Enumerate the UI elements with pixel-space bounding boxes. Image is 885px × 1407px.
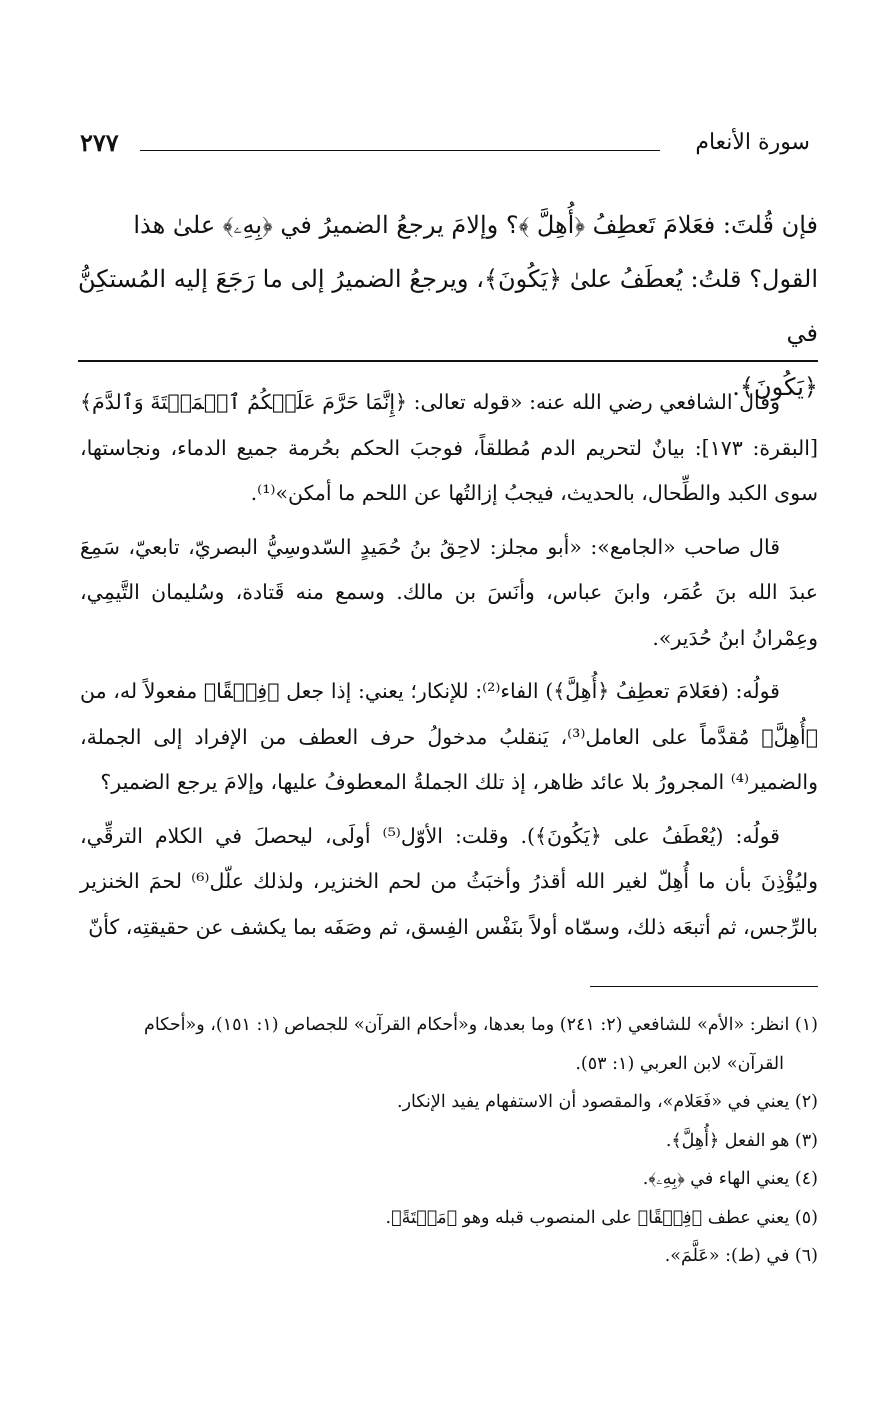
commentary-paragraph-3: قولُه: (فعَلامَ تعطِفُ ﴿أُهِلَّ﴾) الفاء⁽²⁾: للإنكار؛ يعني: إذا جعل ﴿فِسۡقًا﴾ مفعولاً له، من ﴿أُهِلَّ﴾ مُقدَّماً على العامل⁽³⁾، يَنقلبُ مدخولُ حرف العطف من الإفراد إلى الجملة، والضمير⁽⁴⁾ المجرورُ بلا عائد ظاهر، إذ تلك الجملةُ المعطوفُ عليها، وإلامَ يرجع الضمير؟ — [80, 679, 818, 794]
commentary-paragraph-1: وقال الشافعي رضي الله عنه: «قوله تعالى: ﴿إِنَّمَا حَرَّمَ عَلَيۡكُمُ ٱلۡمَيۡتَةَ وَٱلدَّمَ﴾ [البقرة: ١٧٣]: بيانٌ لتحريم الدم مُطلقاً، فوجبَ الحكم بحُرمة جميع الدماء، ونجاستها، سوى الكبد والطِّحال، بالحديث، فيجبُ إزالتُها عن اللحم ما أمكن»⁽¹⁾. — [80, 390, 818, 505]
commentary — [80, 380, 818, 958]
page-number: ٢٧٧ — [80, 128, 119, 157]
main-text-line-3: ﴿يَكُونَ﴾. — [732, 373, 818, 401]
commentary-paragraph-4: قولُه: (يُعْطَفُ على ﴿يَكُونَ﴾). وقلت: الأوّل⁽⁵⁾ أولَى، ليحصلَ في الكلام الترقِّي، وليُؤْذِنَ بأن ما أُهِلّ لغير الله أقذرُ وأخبَثُ من لحم الخنزير، ولذلك علّل⁽⁶⁾ لحمَ الخنزير بالرِّجس، ثم أتبعَه ذلك، وسمّاه أولاً بنَفْس الفِسق، ثم وصَفَه بما يكشف عن حقيقتِه، كأنّ — [80, 823, 818, 939]
footnote-2: (٢) يعني في «فَعَلام»، والمقصود أن الاستفهام يفيد الإنكار. — [397, 1092, 818, 1112]
footnote-5: (٥) يعني عطف ﴿فِسۡقًا﴾ على المنصوب قبله وهو ﴿مَيۡتَةً﴾. — [385, 1207, 818, 1228]
footnote-4: (٤) يعني الهاء في ﴿بِهِۦ﴾. — [642, 1169, 818, 1189]
surah-title: سورة الأنعام — [695, 130, 810, 155]
footnote-3: (٣) هو الفعل ﴿أُهِلَّ﴾. — [665, 1130, 818, 1151]
footnote-divider — [590, 986, 818, 987]
main-text-line-2: القول؟ قلتُ: يُعطَفُ علىٰ ﴿يَكُونَ﴾، ويرجعُ الضميرُ إلى ما رَجَعَ إليه المُستكِنُّ في — [78, 265, 818, 347]
main-text-line-1: فإن قُلتَ: فعَلامَ تَعطِفُ ﴿أُهِلَّ ﴾؟ وإلامَ يرجعُ الضميرُ في ﴿بِهِۦ﴾ علىٰ هذا — [133, 211, 818, 239]
footnote-1-continued: القرآن» لابن العربي (١: ٥٣). — [575, 1053, 784, 1074]
header-rule — [140, 150, 660, 151]
main-divider — [78, 360, 818, 362]
footnote-6: (٦) في (ط): «عَلَّمَ». — [664, 1246, 818, 1266]
page-header — [80, 128, 810, 168]
footnotes — [80, 1006, 818, 1276]
commentary-paragraph-2: قال صاحب «الجامع»: «أبو مجلز: لاحِقُ بنُ حُمَيدٍ السّدوسِيُّ البصريّ، تابعيّ، سَمِعَ عبدَ الله بنَ عُمَر، وابنَ عباس، وأنَسَ بن مالك. وسمع منه قَتادة، وسُليمان التَّيمِي، وعِمْرانُ ابنُ حُدَير». — [80, 534, 818, 650]
footnote-1: (١) انظر: «الأم» للشافعي (٢: ٢٤١) وما بعدها، و«أحكام القرآن» للجصاص (١: ١٥١)، و«أحكام — [144, 1015, 818, 1035]
